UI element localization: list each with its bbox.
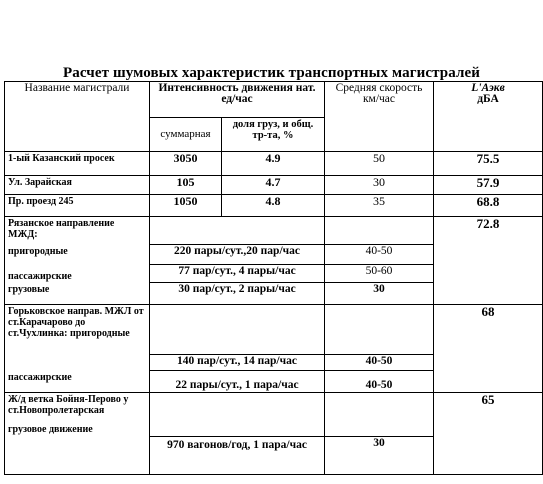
- road-level: 57.9: [434, 176, 543, 195]
- rail3-empty: [150, 393, 325, 437]
- header-intensity: Интенсивность движения нат. ед/час: [150, 82, 325, 118]
- rail3-empty: [325, 393, 434, 437]
- rail2-empty: [325, 305, 434, 355]
- rail1-intensity: 30 пар/сут., 2 пары/час: [150, 283, 325, 305]
- road-share: 4.8: [222, 195, 325, 217]
- rail2-intensity: 140 пар/сут., 14 пар/час: [150, 355, 325, 371]
- rail3-level: 65: [434, 393, 543, 475]
- table-row: [5, 176, 543, 195]
- road-speed: 30: [325, 176, 434, 195]
- header-freight-share: доля груз, и общ. тр-та, %: [222, 118, 325, 152]
- header-level-unit: дБА: [477, 93, 499, 105]
- rail2-speed: 40-50: [325, 371, 434, 393]
- road-name: Ул. Зарайская: [5, 176, 150, 195]
- rail1-level: 72.8: [434, 217, 543, 305]
- rail1-label: пассажирские: [5, 265, 150, 283]
- rail1-speed: 50-60: [325, 265, 434, 283]
- road-speed: 50: [325, 152, 434, 176]
- rail1-speed: 40-50: [325, 245, 434, 265]
- rail2-intensity: 22 пары/сут., 1 пара/час: [150, 371, 325, 393]
- rail1-intensity: 220 пары/сут.,20 пар/час: [150, 245, 325, 265]
- rail1-empty: [325, 217, 434, 245]
- road-level: 75.5: [434, 152, 543, 176]
- rail3-speed: 30: [325, 436, 434, 474]
- rail2-speed: 40-50: [325, 355, 434, 371]
- rail1-speed: 30: [325, 283, 434, 305]
- road-speed: 35: [325, 195, 434, 217]
- table-row: [5, 393, 543, 437]
- road-name: 1-ый Казанский просек: [5, 152, 150, 176]
- rail2-empty: [150, 305, 325, 355]
- header-level-symbol: L'Аэкв: [471, 82, 505, 94]
- rail1-empty: [150, 217, 325, 245]
- road-name: Пр. проезд 245: [5, 195, 150, 217]
- header-name: Название магистрали: [5, 82, 150, 152]
- header-row: [5, 82, 543, 118]
- rail3-name-cell: [5, 393, 150, 437]
- rail3-intensity: 970 вагонов/год, 1 пара/час: [150, 436, 325, 474]
- road-total: 105: [150, 176, 222, 195]
- road-level: 68.8: [434, 195, 543, 217]
- table-row: [5, 305, 543, 355]
- rail2-level: 68: [434, 305, 543, 393]
- table-row: [5, 195, 543, 217]
- rail1-name: Рязанское направление МЖД:: [5, 217, 150, 245]
- road-total: 3050: [150, 152, 222, 176]
- header-level: [434, 82, 543, 152]
- road-share: 4.7: [222, 176, 325, 195]
- road-share: 4.9: [222, 152, 325, 176]
- rail2-label: пассажирские: [5, 371, 150, 393]
- rail2-name: Горьковское направ. МЖЛ от ст.Карачарово до ст.Чухлинка: пригородные: [5, 305, 150, 355]
- rail3-name: Ж/д ветка Бойня-Перово у ст.Новопролетарская: [8, 394, 129, 416]
- noise-table: [4, 81, 543, 475]
- rail1-label: пригородные: [5, 245, 150, 265]
- rail2-empty: [5, 355, 150, 371]
- page-title: Расчет шумовых характеристик транспортных магистралей: [62, 65, 480, 81]
- rail1-intensity: 77 пар/сут., 4 пары/час: [150, 265, 325, 283]
- rail1-label: грузовые: [5, 283, 150, 305]
- rail3-empty: [5, 436, 150, 474]
- road-total: 1050: [150, 195, 222, 217]
- table-row: [5, 217, 543, 245]
- header-total: суммарная: [150, 118, 222, 152]
- header-speed: Средняя скорость км/час: [325, 82, 434, 152]
- rail3-label: грузовое движение: [8, 424, 93, 435]
- table-row: [5, 152, 543, 176]
